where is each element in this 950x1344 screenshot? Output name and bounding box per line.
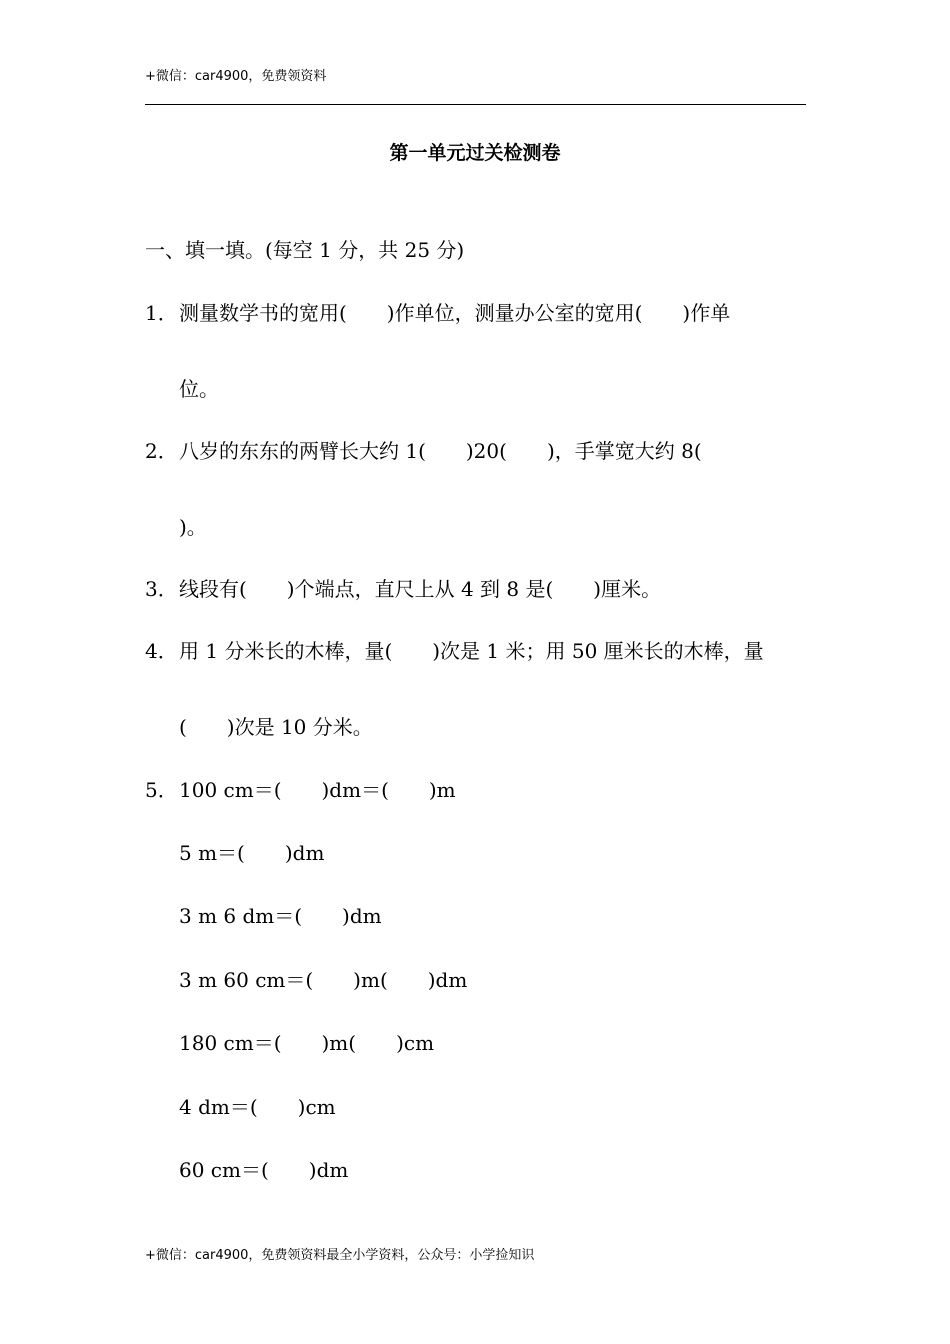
conversion-line: 5 m＝( )dm: [179, 841, 325, 865]
question-number: 2．: [145, 439, 178, 463]
question-text: 用 1 分米长的木棒，量( )次是 1 米；用 50 厘米长的木棒，量: [179, 639, 764, 663]
header-divider: [145, 104, 806, 105]
question-4: [145, 637, 764, 665]
question-text: 八岁的东东的两臂长大约 1( )20( )，手掌宽大约 8(: [179, 439, 702, 463]
question-number: 3．: [145, 577, 178, 601]
header-note: +微信：car4900，免费领资料: [145, 69, 327, 84]
conversion-line: 60 cm＝( )dm: [179, 1158, 349, 1182]
question-5: [145, 776, 456, 804]
question-number: 4．: [145, 639, 178, 663]
question-number: 5．: [145, 778, 178, 802]
question-3: [145, 575, 661, 603]
section-heading: 一、填一填。(每空 1 分，共 25 分): [145, 238, 465, 262]
question-text: 测量数学书的宽用( )作单位，测量办公室的宽用( )作单: [179, 301, 731, 325]
conversion-line: 3 m 60 cm＝( )m( )dm: [179, 968, 468, 992]
conversion-line: 4 dm＝( )cm: [179, 1095, 336, 1119]
conversion-line: 180 cm＝( )m( )cm: [179, 1031, 435, 1055]
conversion-line: 100 cm＝( )dm＝( )m: [179, 778, 456, 802]
question-1-continuation: 位。: [179, 377, 219, 401]
question-4-continuation: ( )次是 10 分米。: [179, 715, 373, 739]
question-1: [145, 299, 730, 327]
conversion-line: 3 m 6 dm＝( )dm: [179, 904, 382, 928]
footer-note: +微信：car4900，免费领资料最全小学资料，公众号：小学捡知识: [145, 1248, 535, 1263]
question-2: [145, 437, 702, 465]
page-title: 第一单元过关检测卷: [389, 142, 561, 164]
question-text: 线段有( )个端点，直尺上从 4 到 8 是( )厘米。: [179, 577, 662, 601]
question-number: 1．: [145, 301, 178, 325]
question-2-continuation: )。: [179, 515, 207, 539]
